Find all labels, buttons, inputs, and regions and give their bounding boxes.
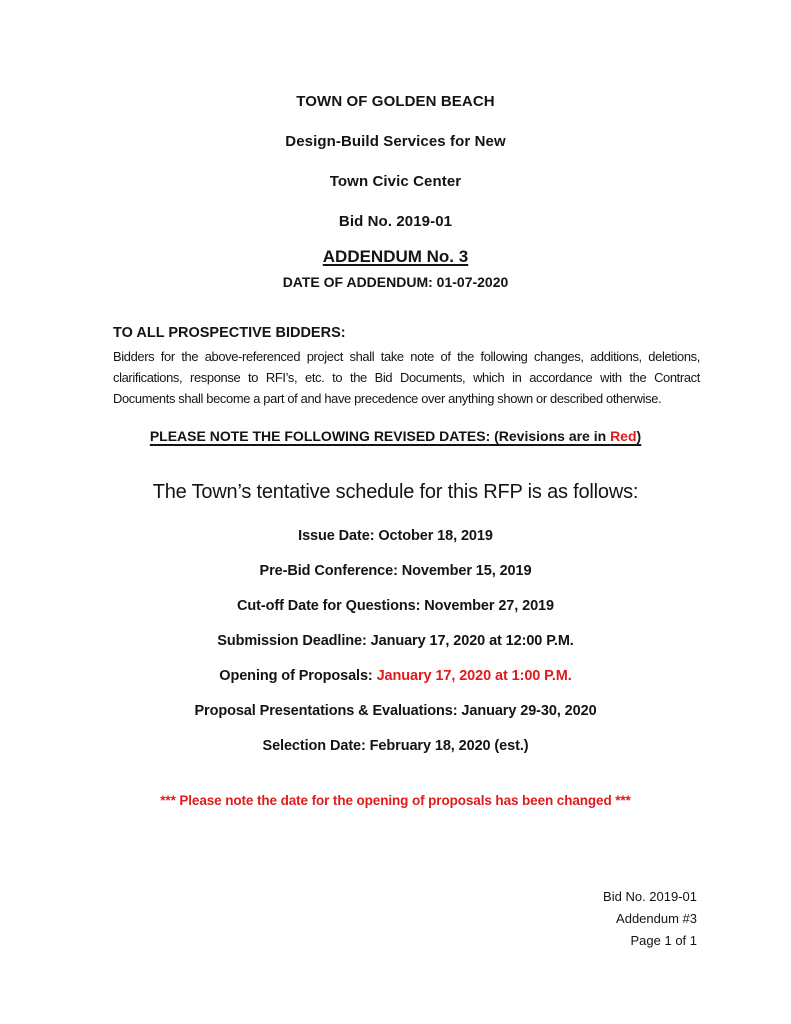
opening-date-change-note: *** Please note the date for the opening of proposals has been changed ***: [160, 793, 631, 808]
schedule-item-presentations-evaluations: [0, 703, 791, 719]
doc-title-project-line1: Design-Build Services for New: [285, 133, 506, 150]
schedule-item-submission-deadline: [0, 633, 791, 649]
revised-dates-text-after: ): [636, 428, 642, 444]
schedule-item-selection-date: [0, 738, 791, 754]
doc-title-project-line2: Town Civic Center: [329, 173, 462, 190]
revised-dates-banner-text: [150, 428, 641, 444]
schedule-item-text: Pre-Bid Conference: November 15, 2019: [259, 563, 532, 579]
footer-bid-number: Bid No. 2019-01: [603, 889, 697, 904]
page-footer: [113, 886, 697, 952]
schedule-item-prebid-conference: [0, 563, 791, 579]
schedule-item-opening-proposals: [0, 668, 791, 684]
doc-title-organization: TOWN OF GOLDEN BEACH: [296, 93, 495, 110]
schedule-item-revised-text: January 17, 2020 at 1:00 P.M.: [376, 668, 572, 684]
schedule-item-text: Cut-off Date for Questions: November 27, 2019: [237, 598, 554, 614]
schedule-item-issue-date: [0, 528, 791, 544]
schedule-item-text: Submission Deadline: January 17, 2020 at 12:00 P.M.: [217, 633, 574, 649]
footer-page-number: Page 1 of 1: [630, 933, 697, 948]
schedule-item-text: Opening of Proposals:: [219, 668, 377, 684]
schedule-item-text: Selection Date: February 18, 2020 (est.): [262, 738, 529, 754]
revised-dates-text-before: PLEASE NOTE THE FOLLOWING REVISED DATES: (Revisions are in: [149, 428, 611, 444]
footer-addendum-number: Addendum #3: [616, 911, 697, 926]
schedule-title: The Town’s tentative schedule for this RFP is as follows:: [152, 481, 639, 503]
schedule-item-cutoff-questions: [0, 598, 791, 614]
schedule-item-text: Issue Date: October 18, 2019: [298, 528, 493, 544]
schedule-item-text: Proposal Presentations & Evaluations: January 29-30, 2020: [194, 703, 597, 719]
addendum-title: ADDENDUM No. 3: [322, 247, 469, 266]
bidders-notice-body: Bidders for the above-referenced project shall take note of the following changes, additions, deletions, clarifications, response to RFI’s, etc. to the Bid Documents, which in accordance with the Contract Documents shall become a part of and have precedence over anything shown or described otherwise.: [113, 349, 700, 406]
revised-dates-banner: [0, 428, 791, 444]
doc-title-bid-number: Bid No. 2019-01: [338, 213, 453, 230]
revised-dates-highlight: Red: [610, 428, 637, 444]
addendum-date: DATE OF ADDENDUM: 01-07-2020: [282, 274, 509, 290]
bidders-notice-heading: TO ALL PROSPECTIVE BIDDERS:: [113, 325, 346, 341]
